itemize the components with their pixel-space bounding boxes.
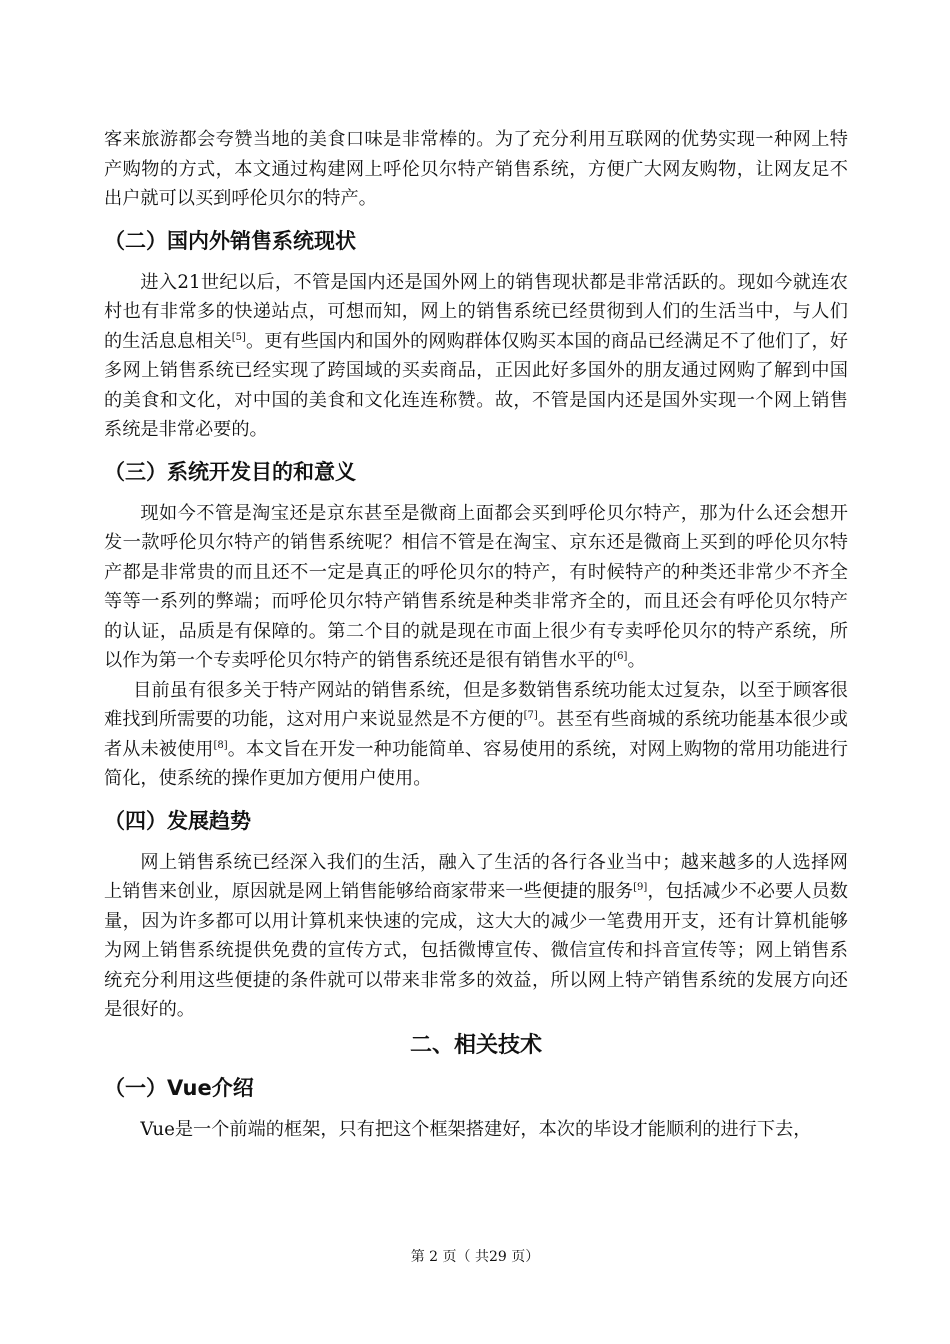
citation-7: [7] [523,709,538,721]
section-heading-domestic-status: （二）国内外销售系统现状 [104,228,356,253]
page-footer: 第 2 页（ 共29 页） [410,1249,540,1265]
page-content [104,125,848,1144]
section-heading-trend: （四）发展趋势 [104,808,251,833]
chapter-heading-related-tech: 二、相关技术 [409,1032,542,1058]
citation-6: [6] [613,650,628,662]
citation-9: [9] [633,881,648,893]
paragraph-domestic-status: 进入21世纪以后，不管是国内还是国外网上的销售现状都是非常活跃的。现如今就连农村也有非常多的快递站点，可想而知，网上的销售系统已经贯彻到人们的生活当中，与人们的生活息息相关[5]。更有些国内和国外的网购群体仅购买本国的商品已经满足不了他们了，好多网上销售系统已经实现了跨国域的买卖商品，正因此好多国外的朋友通过网购了解到中国的美食和文化，对中国的美食和文化连连称赞。故，不管是国内还是国外实现一个网上销售系统是非常必要的。 [104,271,848,440]
paragraph-vue-intro: Vue是一个前端的框架，只有把这个框架搭建好，本次的毕设才能顺利的进行下去， [140,1118,812,1140]
paragraph-trend: 网上销售系统已经深入我们的生活，融入了生活的各行各业当中；越来越多的人选择网上销售来创业，原因就是网上销售能够给商家带来一些便捷的服务[9]，包括减少不必要人员数量，因为许多都可以用计算机来快速的完成，这大大的减少一笔费用开支，还有计算机能够为网上销售系统提供免费的宣传方式，包括微博宣传、微信宣传和抖音宣传等；网上销售系统充分利用这些便捷的条件就可以带来非常多的效益，所以网上特产销售系统的发展方向还是很好的。 [104,851,848,1020]
section-heading-vue: （一）Vue介绍 [104,1075,254,1100]
citation-5: [5] [231,331,246,343]
section-heading-purpose: （三）系统开发目的和意义 [104,459,356,484]
paragraph-purpose: 现如今不管是淘宝还是京东甚至是微商上面都会买到呼伦贝尔特产，那为什么还会想开发一款呼伦贝尔特产的销售系统呢？相信不管是在淘宝、京东还是微商上买到的呼伦贝尔特产都是非常贵的而且还不一定是真正的呼伦贝尔的特产，有时候特产的种类还非常少不齐全等等一系列的弊端；而呼伦贝尔特产销售系统是种类非常齐全的，而且还会有呼伦贝尔特产的认证，品质是有保障的。第二个目的就是现在市面上很少有专卖呼伦贝尔的特产系统，所以作为第一个专卖呼伦贝尔特产的销售系统还是很有销售水平的[6]。 [104,502,848,671]
citation-8: [8] [213,739,228,751]
paragraph-purpose-second: 目前虽有很多关于特产网站的销售系统，但是多数销售系统功能太过复杂，以至于顾客很难找到所需要的功能，这对用户来说显然是不方便的[7]。甚至有些商城的系统功能基本很少或者从未被使用[8]。本文旨在开发一种功能简单、容易使用的系统，对网上购物的常用功能进行简化，使系统的操作更加方便用户使用。 [104,679,848,789]
paragraph-intro-continued: 客来旅游都会夸赞当地的美食口味是非常棒的。为了充分利用互联网的优势实现一种网上特产购物的方式，本文通过构建网上呼伦贝尔特产销售系统，方便广大网友购物，让网友足不出户就可以买到呼伦贝尔的特产。 [104,129,848,209]
